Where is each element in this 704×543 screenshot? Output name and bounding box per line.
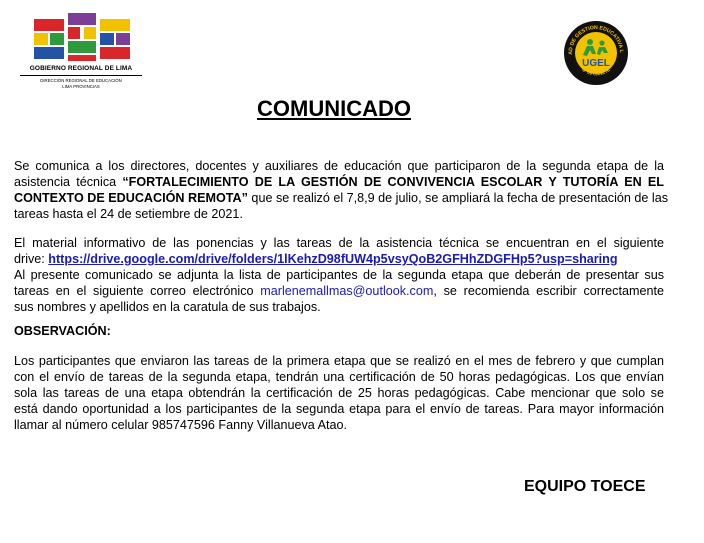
ugel-logo xyxy=(563,20,629,86)
text-line: sus nombres y apellidos en la caratula de sus trabajos. xyxy=(14,300,321,314)
text-line: tareas hasta el 24 de setiembre de 2021. xyxy=(14,207,243,221)
observation-heading: OBSERVACIÓN: xyxy=(14,324,111,338)
gobierno-regional-emblem-icon xyxy=(34,13,130,63)
signature: EQUIPO TOECE xyxy=(524,478,646,495)
text-line: Al presente comunicado se adjunta la lista de participantes de la segunda etapa que deberán de presentar sus xyxy=(14,268,664,282)
gobierno-regional-logo xyxy=(14,13,148,103)
text-line: El material informativo de las ponencias y las tareas de la asistencia técnica se encuentran en el siguiente xyxy=(14,236,664,250)
text-line: asistencia técnica “FORTALECIMIENTO DE LA GESTIÓN DE CONVIVENCIA ESCOLAR Y TUTORÍA EN EL xyxy=(14,175,664,189)
text-line: está dando oportunidad a los participantes de la segunda etapa para el envío de tareas. Para mayor información xyxy=(14,402,664,416)
text-line: sola las tareas de una etapa obtendrán la certificación de 25 horas pedagógicas. Cabe mencionar que solo se xyxy=(14,386,664,400)
event-title-continued: CONTEXTO DE EDUCACIÓN REMOTA” xyxy=(14,191,248,205)
event-title: “FORTALECIMIENTO DE LA GESTIÓN DE CONVIVENCIA ESCOLAR Y TUTORÍA EN EL xyxy=(122,175,664,189)
page-title: COMUNICADO xyxy=(257,96,411,121)
paragraph-materials xyxy=(14,235,664,315)
org-region: LIMA PROVINCIAS xyxy=(62,84,100,89)
text-line: CONTEXTO DE EDUCACIÓN REMOTA” que se realizó el 7,8,9 de julio, se ampliará la fecha de presentación de las xyxy=(14,191,668,205)
logo-divider xyxy=(20,75,142,76)
drive-link[interactable]: https://drive.google.com/drive/folders/1lKehzD98fUW4p5vsyQoB2GFHhZDGFHp5?usp=sharing xyxy=(48,252,618,266)
text-line: drive: https://drive.google.com/drive/folders/1lKehzD98fUW4p5vsyQoB2GFHhZDGFHp5?usp=sharing xyxy=(14,252,618,266)
paragraph-announcement xyxy=(14,158,668,222)
ugel-center-text: UGEL xyxy=(582,58,610,69)
ugel-circle-text: AD DE GESTION EDUCATIVA L xyxy=(567,24,625,55)
text-line: Se comunica a los directores, docentes y auxiliares de educación que participaron de la segunda etapa de la xyxy=(14,159,664,173)
text-line: tareas en el siguiente correo electrónico marlenemallmas@outlook.com, se recomienda escribir correctamente xyxy=(14,284,664,298)
email-link[interactable]: marlenemallmas@outlook.com xyxy=(260,284,434,298)
ugel-bottom-text: Nº 09 CAÑETE xyxy=(581,66,611,77)
paragraph-observation xyxy=(14,353,664,433)
text-line: con el envío de tareas de la segunda etapa, tendrán una certificación de 50 horas pedagógicas. Los que envían xyxy=(14,370,664,384)
ugel-seal-icon xyxy=(563,20,629,86)
org-name: GOBIERNO REGIONAL DE LIMA xyxy=(29,65,133,72)
text-line: llamar al número celular 985747596 Fanny Villanueva Atao. xyxy=(14,418,348,432)
org-subname: DIRECCIÓN REGIONAL DE EDUCACIÓN xyxy=(40,78,122,83)
text-line: Los participantes que enviaron las tareas de la primera etapa que se realizó en el mes de febrero y que cumplan xyxy=(14,354,664,368)
